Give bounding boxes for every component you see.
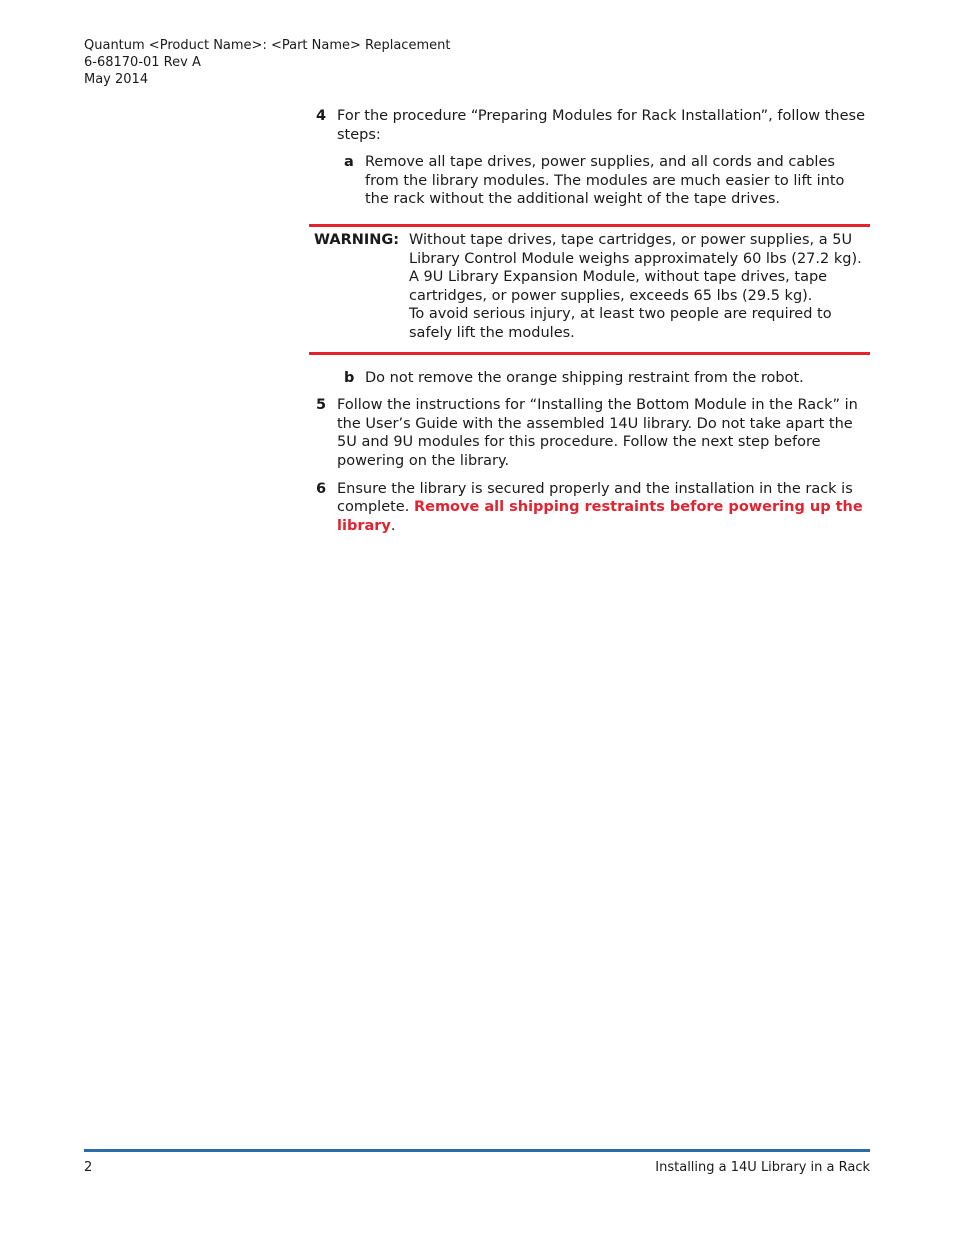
warning-label: WARNING: (314, 231, 400, 248)
step-text: Follow the instructions for “Installing the Bottom Module in the Rack” in the User’s Guide with the assembled 14U library. Do not take apart the 5U and 9U modules for this procedure. Follow the next step before powering on the library. (337, 397, 858, 469)
main-content (309, 107, 870, 535)
substep-text: Do not remove the orange shipping restraint from the robot. (365, 369, 804, 386)
warning-box (309, 224, 870, 355)
warning-text: Without tape drives, tape cartridges, or power supplies, a 5U Library Control Module weighs approximately 60 lbs (27.2 kg). A 9U Library Expansion Module, without tape drives, tape cartridges, or power supplies, exceeds 65 lbs (29.5 kg). (409, 231, 862, 304)
step-6 (309, 480, 870, 536)
step-text-end: . (390, 517, 396, 534)
header-doc-date: May 2014 (84, 72, 149, 87)
page-number: 2 (84, 1160, 93, 1175)
header-doc-number: 6-68170-01 Rev A (84, 55, 201, 70)
warning-text-injury: To avoid serious injury, at least two people are required to safely lift the modules. (409, 306, 832, 341)
footer-rule (84, 1149, 870, 1152)
header-doc-title: Quantum <Product Name>: <Part Name> Replacement (84, 38, 451, 53)
substep-letter: a (344, 154, 354, 171)
substep-letter: b (344, 369, 355, 386)
substep-b (309, 369, 870, 388)
running-header (84, 37, 450, 88)
substep-text: Remove all tape drives, power supplies, and all cords and cables from the library modules. The modules are much easier to lift into the rack without the additional weight of the tape drives. (365, 154, 845, 208)
step-number: 6 (316, 480, 327, 497)
step-text: Ensure the library is secured properly and the installation in the rack is complete. (337, 480, 853, 516)
step-5 (309, 396, 870, 470)
substep-a (309, 153, 870, 209)
warning-body (409, 231, 870, 343)
step-number: 5 (316, 397, 327, 414)
step-number: 4 (316, 108, 327, 124)
step-text: For the procedure “Preparing Modules for Rack Installation”, follow these steps: (337, 108, 865, 143)
step-4 (309, 107, 870, 144)
step-highlight: Remove all shipping restraints before powering up the library (337, 499, 863, 534)
chapter-title: Installing a 14U Library in a Rack (655, 1160, 870, 1175)
